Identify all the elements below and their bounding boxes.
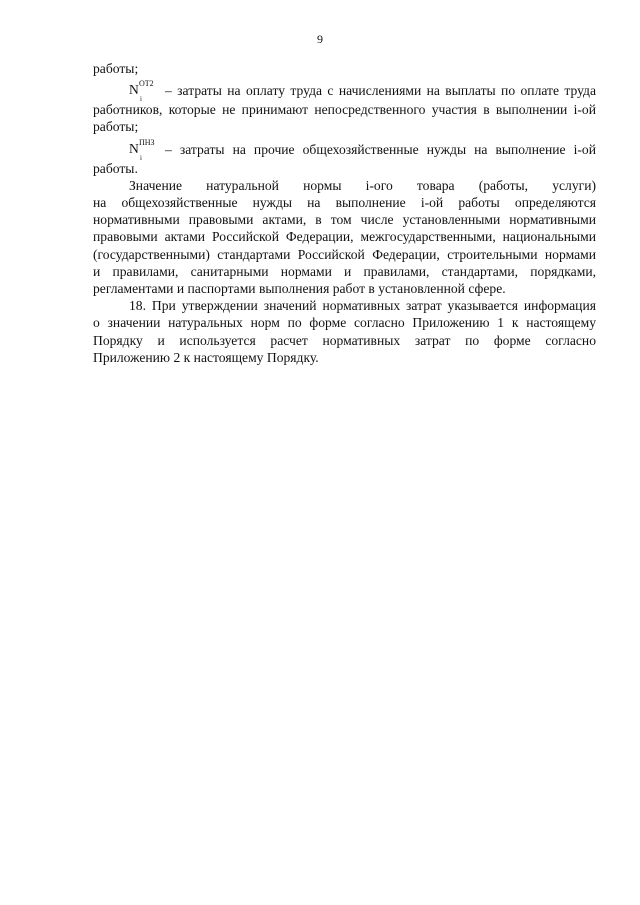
- text-line: (государственными) стандартами Российской Федерации, строительными нормами: [93, 246, 596, 262]
- text-line: работы;: [93, 61, 139, 76]
- definition-text: – затраты на прочие общехозяйственные нужды на выполнение i-ой: [165, 141, 596, 157]
- definition-pnz: [93, 136, 596, 160]
- text-line: правовыми актами Российской Федерации, межгосударственными, национальными: [93, 229, 596, 245]
- definition-ot2: [93, 77, 596, 104]
- text-line: о значении натуральных норм по форме согласно Приложению 1 к настоящему: [93, 315, 596, 331]
- formula-symbol-n-pnz: N ПНЗ i: [129, 137, 155, 162]
- text-line: Приложению 2 к настоящему Порядку.: [93, 349, 319, 365]
- document-body: [93, 60, 596, 366]
- definition-text: – затраты на оплату труда с начислениями на выплаты по оплате труда: [165, 83, 596, 99]
- paragraph-18: [93, 297, 596, 366]
- text-line: Значение натуральной нормы i-ого товара (работы, услуги): [129, 177, 596, 193]
- text-line: 18. При утверждении значений нормативных затрат указывается информация: [129, 298, 596, 314]
- text-line: нормативными правовыми актами, в том числе установленными нормативными: [93, 212, 596, 228]
- text-line: работников, которые не принимают непосредственного участия в выполнении i-ой: [93, 102, 596, 118]
- text-line: на общехозяйственные нужды на выполнение i-ой работы определяются: [93, 195, 596, 211]
- page-number: 9: [317, 32, 323, 46]
- text-line: работы;: [93, 119, 139, 135]
- text-line: работы.: [93, 160, 138, 176]
- formula-symbol-n-ot2: N ОТ2 i: [129, 79, 154, 104]
- text-line: регламентами и паспортами выполнения работ в установленной сфере.: [93, 281, 506, 297]
- paragraph-natural-norm: [93, 177, 596, 297]
- text-line: Порядку и используется расчет нормативных затрат по форме согласно: [93, 332, 596, 348]
- text-line: и правилами, санитарными нормами и правилами, стандартами, порядками,: [93, 263, 596, 279]
